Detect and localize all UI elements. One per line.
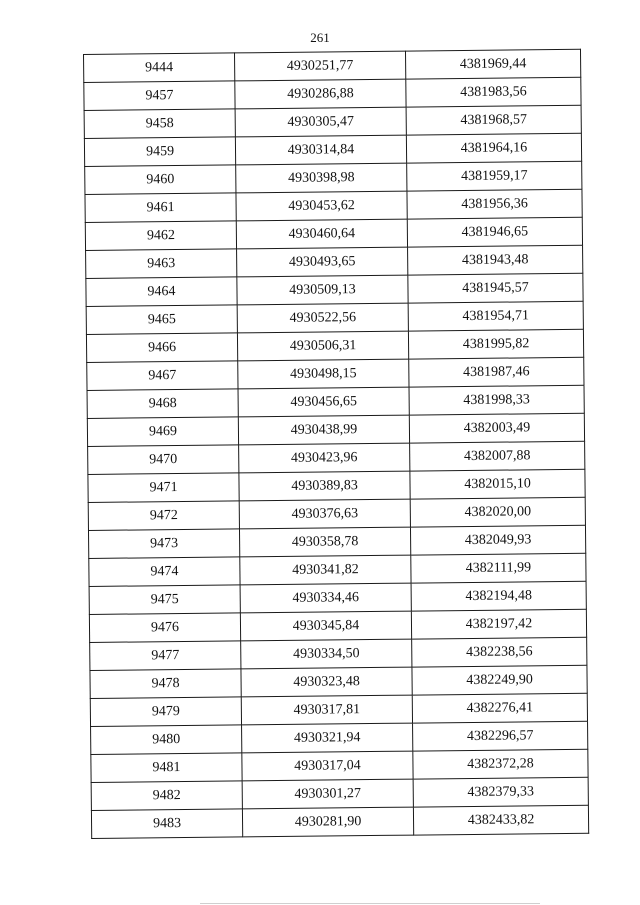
point-number-cell: 9460 bbox=[85, 165, 236, 195]
point-number-cell: 9465 bbox=[86, 305, 237, 335]
y-coordinate-cell: 4382372,28 bbox=[413, 749, 588, 779]
x-coordinate-cell: 4930423,96 bbox=[239, 443, 410, 473]
x-coordinate-cell: 4930456,65 bbox=[238, 387, 409, 417]
point-number-cell: 9459 bbox=[84, 137, 235, 167]
point-number-cell: 9483 bbox=[91, 809, 242, 839]
x-coordinate-cell: 4930281,90 bbox=[242, 807, 413, 837]
point-number-cell: 9477 bbox=[90, 641, 241, 671]
point-number-cell: 9474 bbox=[89, 557, 240, 587]
table-body bbox=[84, 49, 589, 838]
y-coordinate-cell: 4381983,56 bbox=[406, 77, 581, 107]
y-coordinate-cell: 4381954,71 bbox=[408, 301, 583, 331]
x-coordinate-cell: 4930251,77 bbox=[234, 51, 405, 81]
y-coordinate-cell: 4381987,46 bbox=[409, 357, 584, 387]
y-coordinate-cell: 4381998,33 bbox=[409, 385, 584, 415]
point-number-cell: 9473 bbox=[88, 529, 239, 559]
x-coordinate-cell: 4930345,84 bbox=[240, 611, 411, 641]
y-coordinate-cell: 4382049,93 bbox=[410, 525, 585, 555]
x-coordinate-cell: 4930321,94 bbox=[242, 723, 413, 753]
point-number-cell: 9461 bbox=[85, 193, 236, 223]
point-number-cell: 9458 bbox=[84, 109, 235, 139]
point-number-cell: 9476 bbox=[89, 613, 240, 643]
point-number-cell: 9462 bbox=[85, 221, 236, 251]
y-coordinate-cell: 4382197,42 bbox=[411, 609, 586, 639]
x-coordinate-cell: 4930358,78 bbox=[239, 527, 410, 557]
point-number-cell: 9444 bbox=[84, 53, 235, 83]
y-coordinate-cell: 4381964,16 bbox=[406, 133, 581, 163]
bottom-rule bbox=[200, 903, 540, 904]
x-coordinate-cell: 4930341,82 bbox=[240, 555, 411, 585]
y-coordinate-cell: 4382194,48 bbox=[411, 581, 586, 611]
y-coordinate-cell: 4382238,56 bbox=[412, 637, 587, 667]
x-coordinate-cell: 4930334,50 bbox=[241, 639, 412, 669]
x-coordinate-cell: 4930438,99 bbox=[238, 415, 409, 445]
x-coordinate-cell: 4930286,88 bbox=[235, 79, 406, 109]
x-coordinate-cell: 4930317,04 bbox=[242, 751, 413, 781]
point-number-cell: 9472 bbox=[88, 501, 239, 531]
x-coordinate-cell: 4930389,83 bbox=[239, 471, 410, 501]
y-coordinate-cell: 4382379,33 bbox=[413, 777, 588, 807]
y-coordinate-cell: 4381943,48 bbox=[408, 245, 583, 275]
x-coordinate-cell: 4930522,56 bbox=[237, 303, 408, 333]
y-coordinate-cell: 4381968,57 bbox=[406, 105, 581, 135]
point-number-cell: 9470 bbox=[88, 445, 239, 475]
x-coordinate-cell: 4930509,13 bbox=[237, 275, 408, 305]
y-coordinate-cell: 4381959,17 bbox=[407, 161, 582, 191]
y-coordinate-cell: 4382249,90 bbox=[412, 665, 587, 695]
point-number-cell: 9457 bbox=[84, 81, 235, 111]
y-coordinate-cell: 4381956,36 bbox=[407, 189, 582, 219]
y-coordinate-cell: 4381946,65 bbox=[407, 217, 582, 247]
point-number-cell: 9475 bbox=[89, 585, 240, 615]
page-number: 261 bbox=[310, 30, 330, 45]
y-coordinate-cell: 4382433,82 bbox=[413, 805, 588, 835]
y-coordinate-cell: 4382020,00 bbox=[410, 497, 585, 527]
y-coordinate-cell: 4382007,88 bbox=[410, 441, 585, 471]
y-coordinate-cell: 4381945,57 bbox=[408, 273, 583, 303]
point-number-cell: 9468 bbox=[87, 389, 238, 419]
y-coordinate-cell: 4381995,82 bbox=[408, 329, 583, 359]
x-coordinate-cell: 4930376,63 bbox=[239, 499, 410, 529]
x-coordinate-cell: 4930301,27 bbox=[242, 779, 413, 809]
point-number-cell: 9471 bbox=[88, 473, 239, 503]
y-coordinate-cell: 4382111,99 bbox=[411, 553, 586, 583]
point-number-cell: 9463 bbox=[86, 249, 237, 279]
x-coordinate-cell: 4930398,98 bbox=[236, 163, 407, 193]
x-coordinate-cell: 4930305,47 bbox=[235, 107, 406, 137]
point-number-cell: 9481 bbox=[91, 753, 242, 783]
x-coordinate-cell: 4930323,48 bbox=[241, 667, 412, 697]
x-coordinate-cell: 4930493,65 bbox=[237, 247, 408, 277]
x-coordinate-cell: 4930317,81 bbox=[241, 695, 412, 725]
point-number-cell: 9478 bbox=[90, 669, 241, 699]
point-number-cell: 9464 bbox=[86, 277, 237, 307]
y-coordinate-cell: 4382296,57 bbox=[413, 721, 588, 751]
x-coordinate-cell: 4930334,46 bbox=[240, 583, 411, 613]
y-coordinate-cell: 4381969,44 bbox=[405, 49, 580, 79]
x-coordinate-cell: 4930460,64 bbox=[236, 219, 407, 249]
x-coordinate-cell: 4930498,15 bbox=[238, 359, 409, 389]
x-coordinate-cell: 4930506,31 bbox=[237, 331, 408, 361]
y-coordinate-cell: 4382015,10 bbox=[410, 469, 585, 499]
x-coordinate-cell: 4930453,62 bbox=[236, 191, 407, 221]
table-row bbox=[91, 805, 588, 838]
point-number-cell: 9482 bbox=[91, 781, 242, 811]
point-number-cell: 9480 bbox=[91, 725, 242, 755]
point-number-cell: 9469 bbox=[87, 417, 238, 447]
coordinates-table bbox=[83, 49, 589, 839]
point-number-cell: 9466 bbox=[86, 333, 237, 363]
x-coordinate-cell: 4930314,84 bbox=[235, 135, 406, 165]
y-coordinate-cell: 4382276,41 bbox=[412, 693, 587, 723]
y-coordinate-cell: 4382003,49 bbox=[409, 413, 584, 443]
point-number-cell: 9467 bbox=[87, 361, 238, 391]
point-number-cell: 9479 bbox=[90, 697, 241, 727]
